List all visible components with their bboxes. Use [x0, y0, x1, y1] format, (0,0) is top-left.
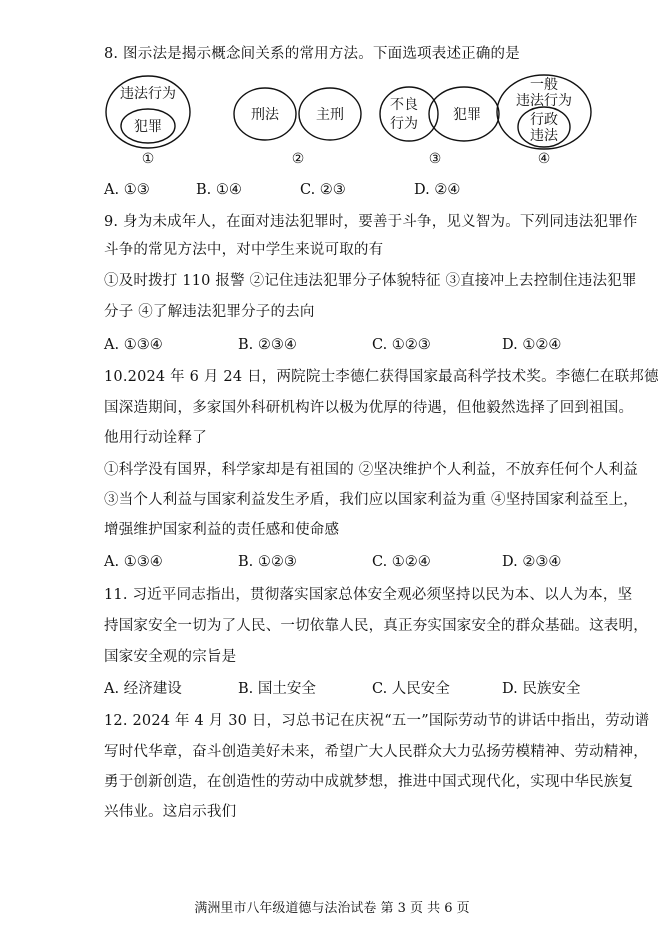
q8-d3-number: ③ [428, 151, 442, 167]
q8-diagram-2 [234, 88, 361, 167]
q8-diagram-4 [497, 75, 591, 167]
q11-option-c[interactable]: C. 人民安全 [372, 681, 450, 697]
q8-d1-inner-label: 犯罪 [134, 119, 162, 135]
q11-option-a[interactable]: A. 经济建设 [104, 681, 182, 697]
q8-option-a[interactable]: A. ①③ [104, 182, 150, 198]
q8-d4-number: ④ [537, 151, 551, 167]
q8-d3-left-label-1: 不良 [390, 97, 418, 113]
q8-diagrams [104, 74, 594, 174]
q9-option-a[interactable]: A. ①③④ [104, 337, 163, 353]
q11-stem-line-2: 持国家安全一切为了人民、一切依靠人民，真正夯实国家安全的群众基础。这表明， [104, 618, 648, 634]
q8-d1-outer-label: 违法行为 [120, 86, 176, 102]
q8-option-c[interactable]: C. ②③ [300, 182, 346, 198]
q8-stem: 8. 图示法是揭示概念间关系的常用方法。下面选项表述正确的是 [104, 46, 520, 62]
q12-stem-line-3: 勇于创新创造，在创造性的劳动中成就梦想，推进中国式现代化，实现中华民族复 [104, 774, 634, 790]
q10-items-line-2: ③当个人利益与国家利益发生矛盾，我们应以国家利益为重 ④坚持国家利益至上， [104, 492, 639, 508]
q10-option-d[interactable]: D. ②③④ [502, 554, 562, 570]
q10-option-a[interactable]: A. ①③④ [104, 554, 163, 570]
q11-stem-line-1: 11. 习近平同志指出，贯彻落实国家总体安全观必须坚持以民为本、以人为本，坚 [104, 587, 633, 603]
page-footer: 满洲里市八年级道德与法治试卷 第 3 页 共 6 页 [194, 901, 470, 916]
q9-stem-line-2: 斗争的常见方法中，对中学生来说可取的有 [104, 242, 384, 258]
q8-d4-inner-label-2: 违法 [530, 128, 558, 144]
q11-stem-line-3: 国家安全观的宗旨是 [104, 649, 237, 665]
q10-stem-line-1: 10.2024 年 6 月 24 日，两院院士李德仁获得国家最高科学技术奖。李德仁在联邦德 [104, 369, 659, 385]
q8-diagram-1 [106, 76, 190, 167]
q11-option-d[interactable]: D. 民族安全 [502, 681, 581, 697]
q9-option-d[interactable]: D. ①②④ [502, 337, 562, 353]
q10-option-c[interactable]: C. ①②④ [372, 554, 431, 570]
q8-diagram-3 [380, 87, 499, 167]
q8-d2-number: ② [291, 151, 305, 167]
q9-items-line-1: ①及时拨打 110 报警 ②记住违法犯罪分子体貌特征 ③直接冲上去控制住违法犯罪 [104, 273, 637, 289]
q9-stem-line-1: 9. 身为未成年人，在面对违法犯罪时，要善于斗争，见义智为。下列同违法犯罪作 [104, 214, 638, 230]
q8-option-d[interactable]: D. ②④ [414, 182, 461, 198]
q8-d4-inner-label-1: 行政 [530, 112, 558, 128]
q8-d1-number: ① [141, 151, 155, 167]
q12-stem-line-4: 兴伟业。这启示我们 [104, 804, 237, 820]
q12-stem-line-2: 写时代华章，奋斗创造美好未来，希望广大人民群众大力弘扬劳模精神、劳动精神， [104, 744, 648, 760]
q11-option-b[interactable]: B. 国土安全 [238, 681, 316, 697]
q8-d4-outer-label-1: 一般 [530, 77, 558, 93]
q12-stem-line-1: 12. 2024 年 4 月 30 日，习总书记在庆祝“五一”国际劳动节的讲话中指出，劳动谱 [104, 713, 650, 729]
q8-d2-right-label: 主刑 [316, 107, 344, 123]
q9-option-c[interactable]: C. ①②③ [372, 337, 431, 353]
q10-items-line-1: ①科学没有国界，科学家却是有祖国的 ②坚决维护个人利益，不放弃任何个人利益 [104, 462, 639, 478]
q10-option-b[interactable]: B. ①②③ [238, 554, 297, 570]
q8-d4-outer-label-2: 违法行为 [516, 93, 572, 109]
q10-items-line-3: 增强维护国家利益的责任感和使命感 [104, 522, 340, 538]
q10-stem-line-3: 他用行动诠释了 [104, 430, 207, 446]
q9-items-line-2: 分子 ④了解违法犯罪分子的去向 [104, 304, 315, 320]
q9-option-b[interactable]: B. ②③④ [238, 337, 297, 353]
q8-d3-left-label-2: 行为 [390, 116, 418, 132]
q8-d3-right-label: 犯罪 [453, 107, 481, 123]
q10-stem-line-2: 国深造期间，多家国外科研机构许以极为优厚的待遇，但他毅然选择了回到祖国。 [104, 400, 634, 416]
q8-d2-left-label: 刑法 [251, 107, 279, 123]
q8-option-b[interactable]: B. ①④ [196, 182, 242, 198]
